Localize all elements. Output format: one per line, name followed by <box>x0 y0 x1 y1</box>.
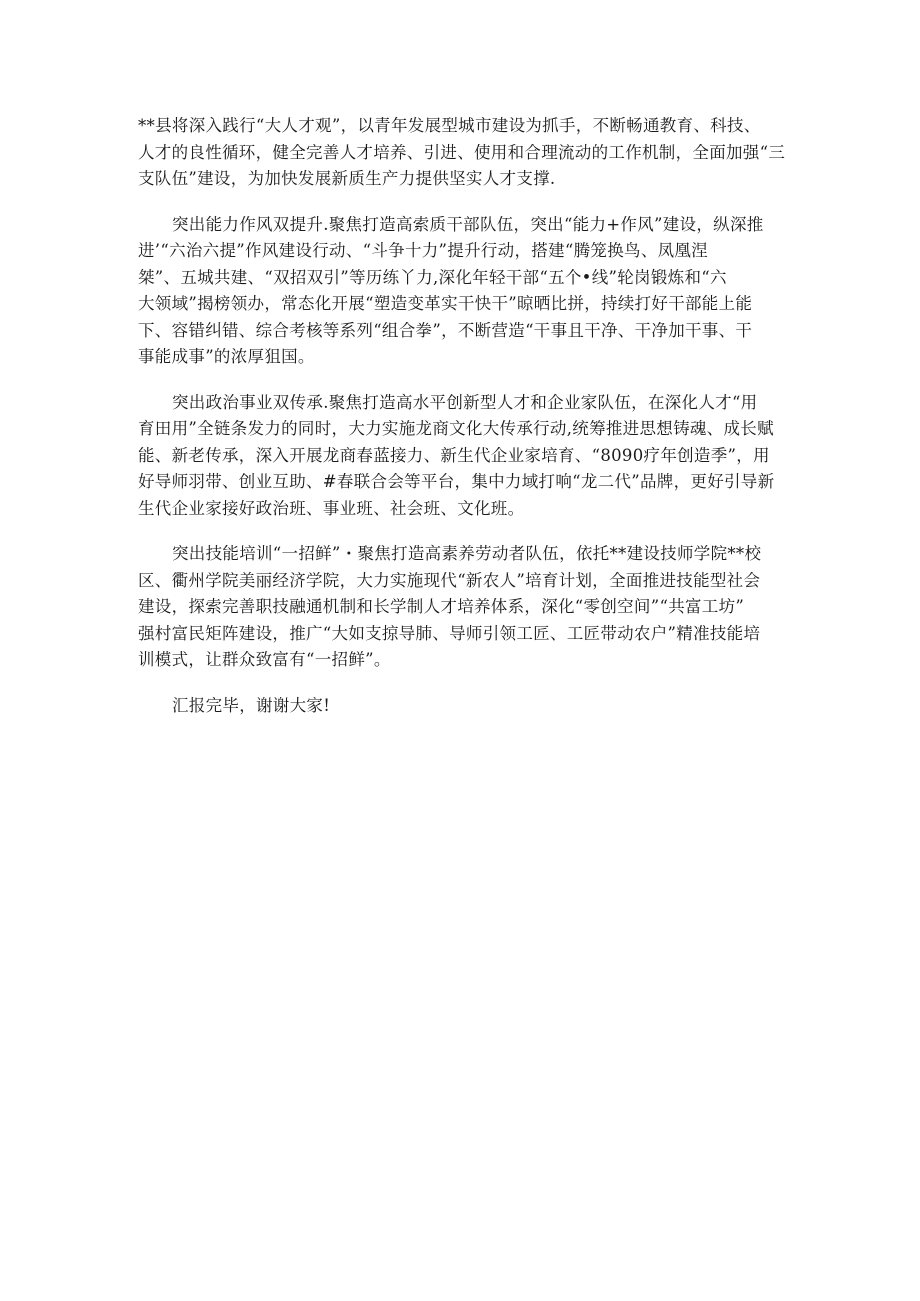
document-body <box>138 113 786 738</box>
text-line: 强村富民矩阵建设，推广“大如支掠导肺、导师引领工匠、工匠带动农户”精准技能培 <box>138 623 761 643</box>
text-line: 下、容错纠错、综合考核等系列“组合拳”，不断营造“干事且干净、干净加干事、干 <box>138 320 753 340</box>
text-line: 生代企业家接好政治班、事业班、社会班、文化班。 <box>138 498 525 518</box>
text-line: 建设，探索完善职技融通机制和长学制人才培养体系，深化“零创空间”“共富工坊” <box>138 597 745 616</box>
text-line: 能、新老传承，深入开展龙商春蓝接力、新生代企业家培育、“8090疗年创造季”，用 <box>138 445 770 465</box>
text-line: 人才的良性循环，健全完善人才培养、引进、使用和合理流动的工作机制，全面加强“三 <box>138 142 786 162</box>
text-line: 支队伍”建设，为加快发展新质生产力提供坚实人才支撑. <box>138 169 556 188</box>
text-line: 汇报完毕，谢谢大家! <box>172 695 331 715</box>
paragraph-intro <box>138 113 786 193</box>
text-line: 事能成事”的浓厚狙国。 <box>138 347 315 366</box>
text-line: 区、衢州学院美丽经济学院，大力实施现代“新农人”培育计划，全面推进技能型社会 <box>138 570 761 590</box>
text-line: 进’“六治六提”作风建设行动、“斗争十力”提升行动，搭建“腾笼换鸟、凤凰涅 <box>138 241 709 260</box>
paragraph-closing <box>138 693 783 720</box>
text-line: **县将深入践行“大人才观”，以青年发展型城市建设为抓手，不断畅通教育、科技、 <box>138 116 761 135</box>
text-line: 突出技能培训“一招鲜”・聚焦打造高素养劳动者队伍，依托**建设技师学院**校 <box>172 544 762 563</box>
text-line: 育田用”全链条发力的同时，大力实施龙商文化大传承行动,统筹推进思想铸魂、成长赋 <box>138 419 774 438</box>
text-line: 突出能力作风双提升.聚焦打造高索质干部队伍，突出“能力+作风”建设，纵深推 <box>172 214 764 234</box>
paragraph-capability <box>138 212 783 371</box>
text-line: 好导师羽带、创业互助、#春联合会等平台，集中力域打响“龙二代”品牌，更好引导新 <box>138 472 775 491</box>
text-line: 训模式，让群众致富有“一招鲜”。 <box>138 650 391 669</box>
paragraph-politics <box>138 390 783 523</box>
text-line: 桀”、五城共建、“双招双引”等历练丫力,深化年轻干部“五个•线”轮岗锻炼和“六 <box>138 267 727 287</box>
text-line: 大领域”揭榜领办，常态化开展“塑造变革实干快干”晾晒比拼，持续打好干部能上能 <box>138 294 753 313</box>
text-line: 突出政治事业双传承.聚焦打造高水平创新型人才和企业家队伍，在深化人才“用 <box>172 392 758 412</box>
paragraph-skills <box>138 541 783 674</box>
